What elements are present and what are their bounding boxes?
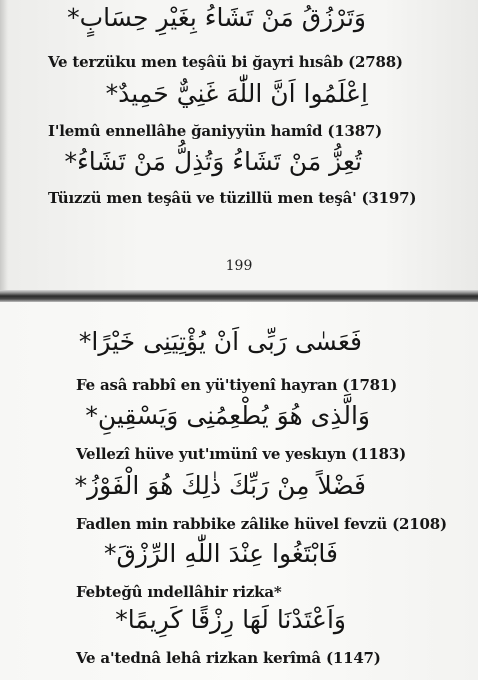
transliteration-line: Ve a'tednâ lehâ rizkan kerîmâ (1147) — [76, 649, 381, 667]
bottom-book-page — [0, 302, 478, 680]
transliteration-line: I'lemû ennellâhe ğaniyyün hamîd (1387) — [48, 122, 383, 140]
arabic-verse: تُعِزُّ مَنْ تَشَاءُ وَتُذِلُّ مَنْ تَشَاءُ* — [64, 147, 362, 176]
transliteration-line: Febteğû ındellâhir rizka* — [76, 583, 282, 601]
page-divider — [0, 290, 478, 302]
arabic-verse: وَاَعْتَدْنَا لَهَا رِزْقًا كَرِيمًا* — [115, 605, 346, 634]
arabic-verse: اِعْلَمُوا اَنَّ اللّٰهَ غَنِيٌّ حَمِيدٌ* — [105, 79, 368, 108]
transliteration-line: Fadlen min rabbike zâlike hüvel fevzü (2108) — [76, 515, 447, 533]
top-book-page — [0, 0, 478, 290]
arabic-verse: فَابْتَغُوا عِنْدَ اللّٰهِ الرِّزْقَ* — [104, 539, 338, 568]
arabic-verse: فَعَسٰى رَبِّى اَنْ يُؤْتِيَنِى خَيْرًا* — [78, 327, 362, 356]
transliteration-line: Ve terzüku men teşâü bi ğayri hısâb (2788) — [48, 53, 403, 71]
page-edge-shadow — [0, 0, 8, 290]
transliteration-line: Fe asâ rabbî en yü'tiyenî hayran (1781) — [76, 376, 398, 394]
page-number: 199 — [225, 258, 253, 274]
arabic-verse: فَضْلاً مِنْ رَبِّكَ ذٰلِكَ هُوَ الْفَوْزُ* — [74, 471, 366, 500]
arabic-verse: وَالَّذِى هُوَ يُطْعِمُنِى وَيَسْقِينِ* — [85, 401, 370, 430]
arabic-verse: وَتَرْزُقُ مَنْ تَشَاءُ بِغَيْرِ حِسَابٍ* — [67, 3, 366, 32]
transliteration-line: Vellezî hüve yut'ımünî ve yeskıyn (1183) — [76, 445, 406, 463]
transliteration-line: Tüızzü men teşâü ve tüzillü men teşâ' (3197) — [48, 189, 417, 207]
